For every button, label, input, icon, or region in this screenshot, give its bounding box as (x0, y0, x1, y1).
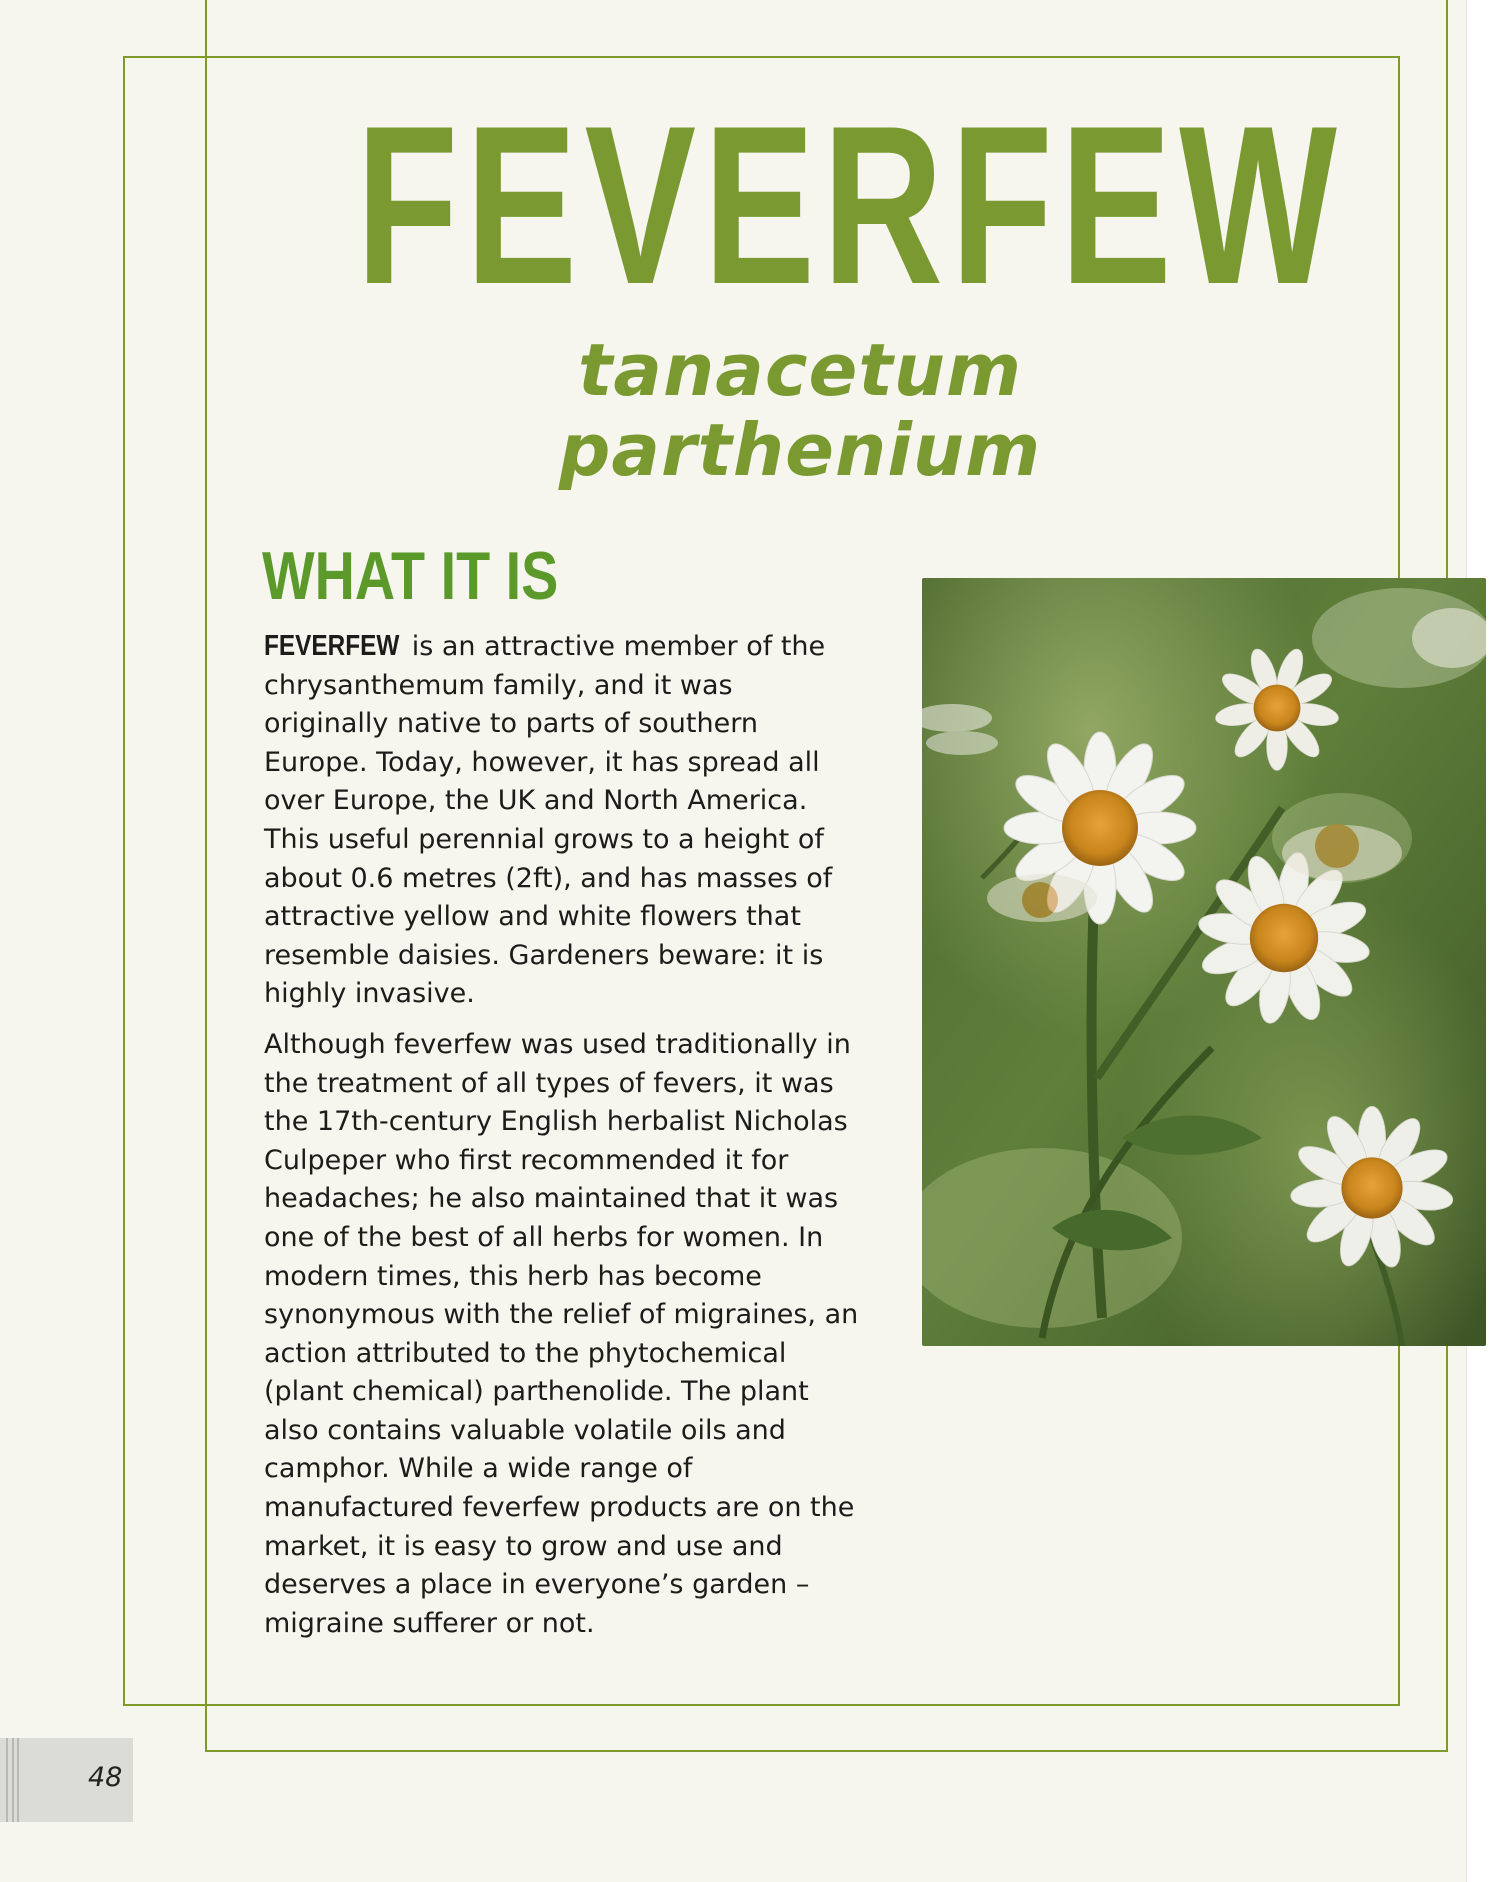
section-heading: WHAT IT IS (262, 538, 559, 614)
latin-name: tanacetum parthenium (558, 328, 1042, 492)
frame-line (123, 1704, 1400, 1706)
frame-line (205, 1750, 1448, 1752)
paragraph-lead: FEVERFEW (264, 630, 400, 662)
paragraph-1 (264, 627, 864, 1014)
body-text (264, 627, 864, 1643)
paragraph-2: Although feverfew was used traditionally in the treatment of all types of fevers, it was the 17th-century English herbalist Nicholas Culpeper who first recommended it for headaches; he also maintained that it was one of the best of all herbs for women. In modern times, this herb has become synonymous with the relief of migraines, an action attributed to the phytochemical (plant chemical) parthenolide. The plant also contains valuable volatile oils and camphor. While a wide range of manufactured feverfew products are on the market, it is easy to grow and use and deserves a place in everyone’s garden – migraine sufferer or not. (264, 1028, 859, 1639)
feverfew-photo (922, 578, 1486, 1346)
page-title: FEVERFEW (356, 78, 1345, 331)
frame-line (123, 56, 1400, 58)
paragraph-1-text: is an attractive member of the chrysanthemum family, and it was originally native to parts of southern Europe. Today, however, it has spread all over Europe, the UK and North America. This useful perennial grows to a height of about 0.6 metres (2ft), and has masses of attractive yellow and white flowers that resemble daisies. Gardeners beware: it is highly invasive. (264, 631, 833, 1010)
frame-line (205, 0, 207, 1752)
page-number: 48 (88, 1762, 123, 1793)
frame-line (123, 56, 125, 1706)
